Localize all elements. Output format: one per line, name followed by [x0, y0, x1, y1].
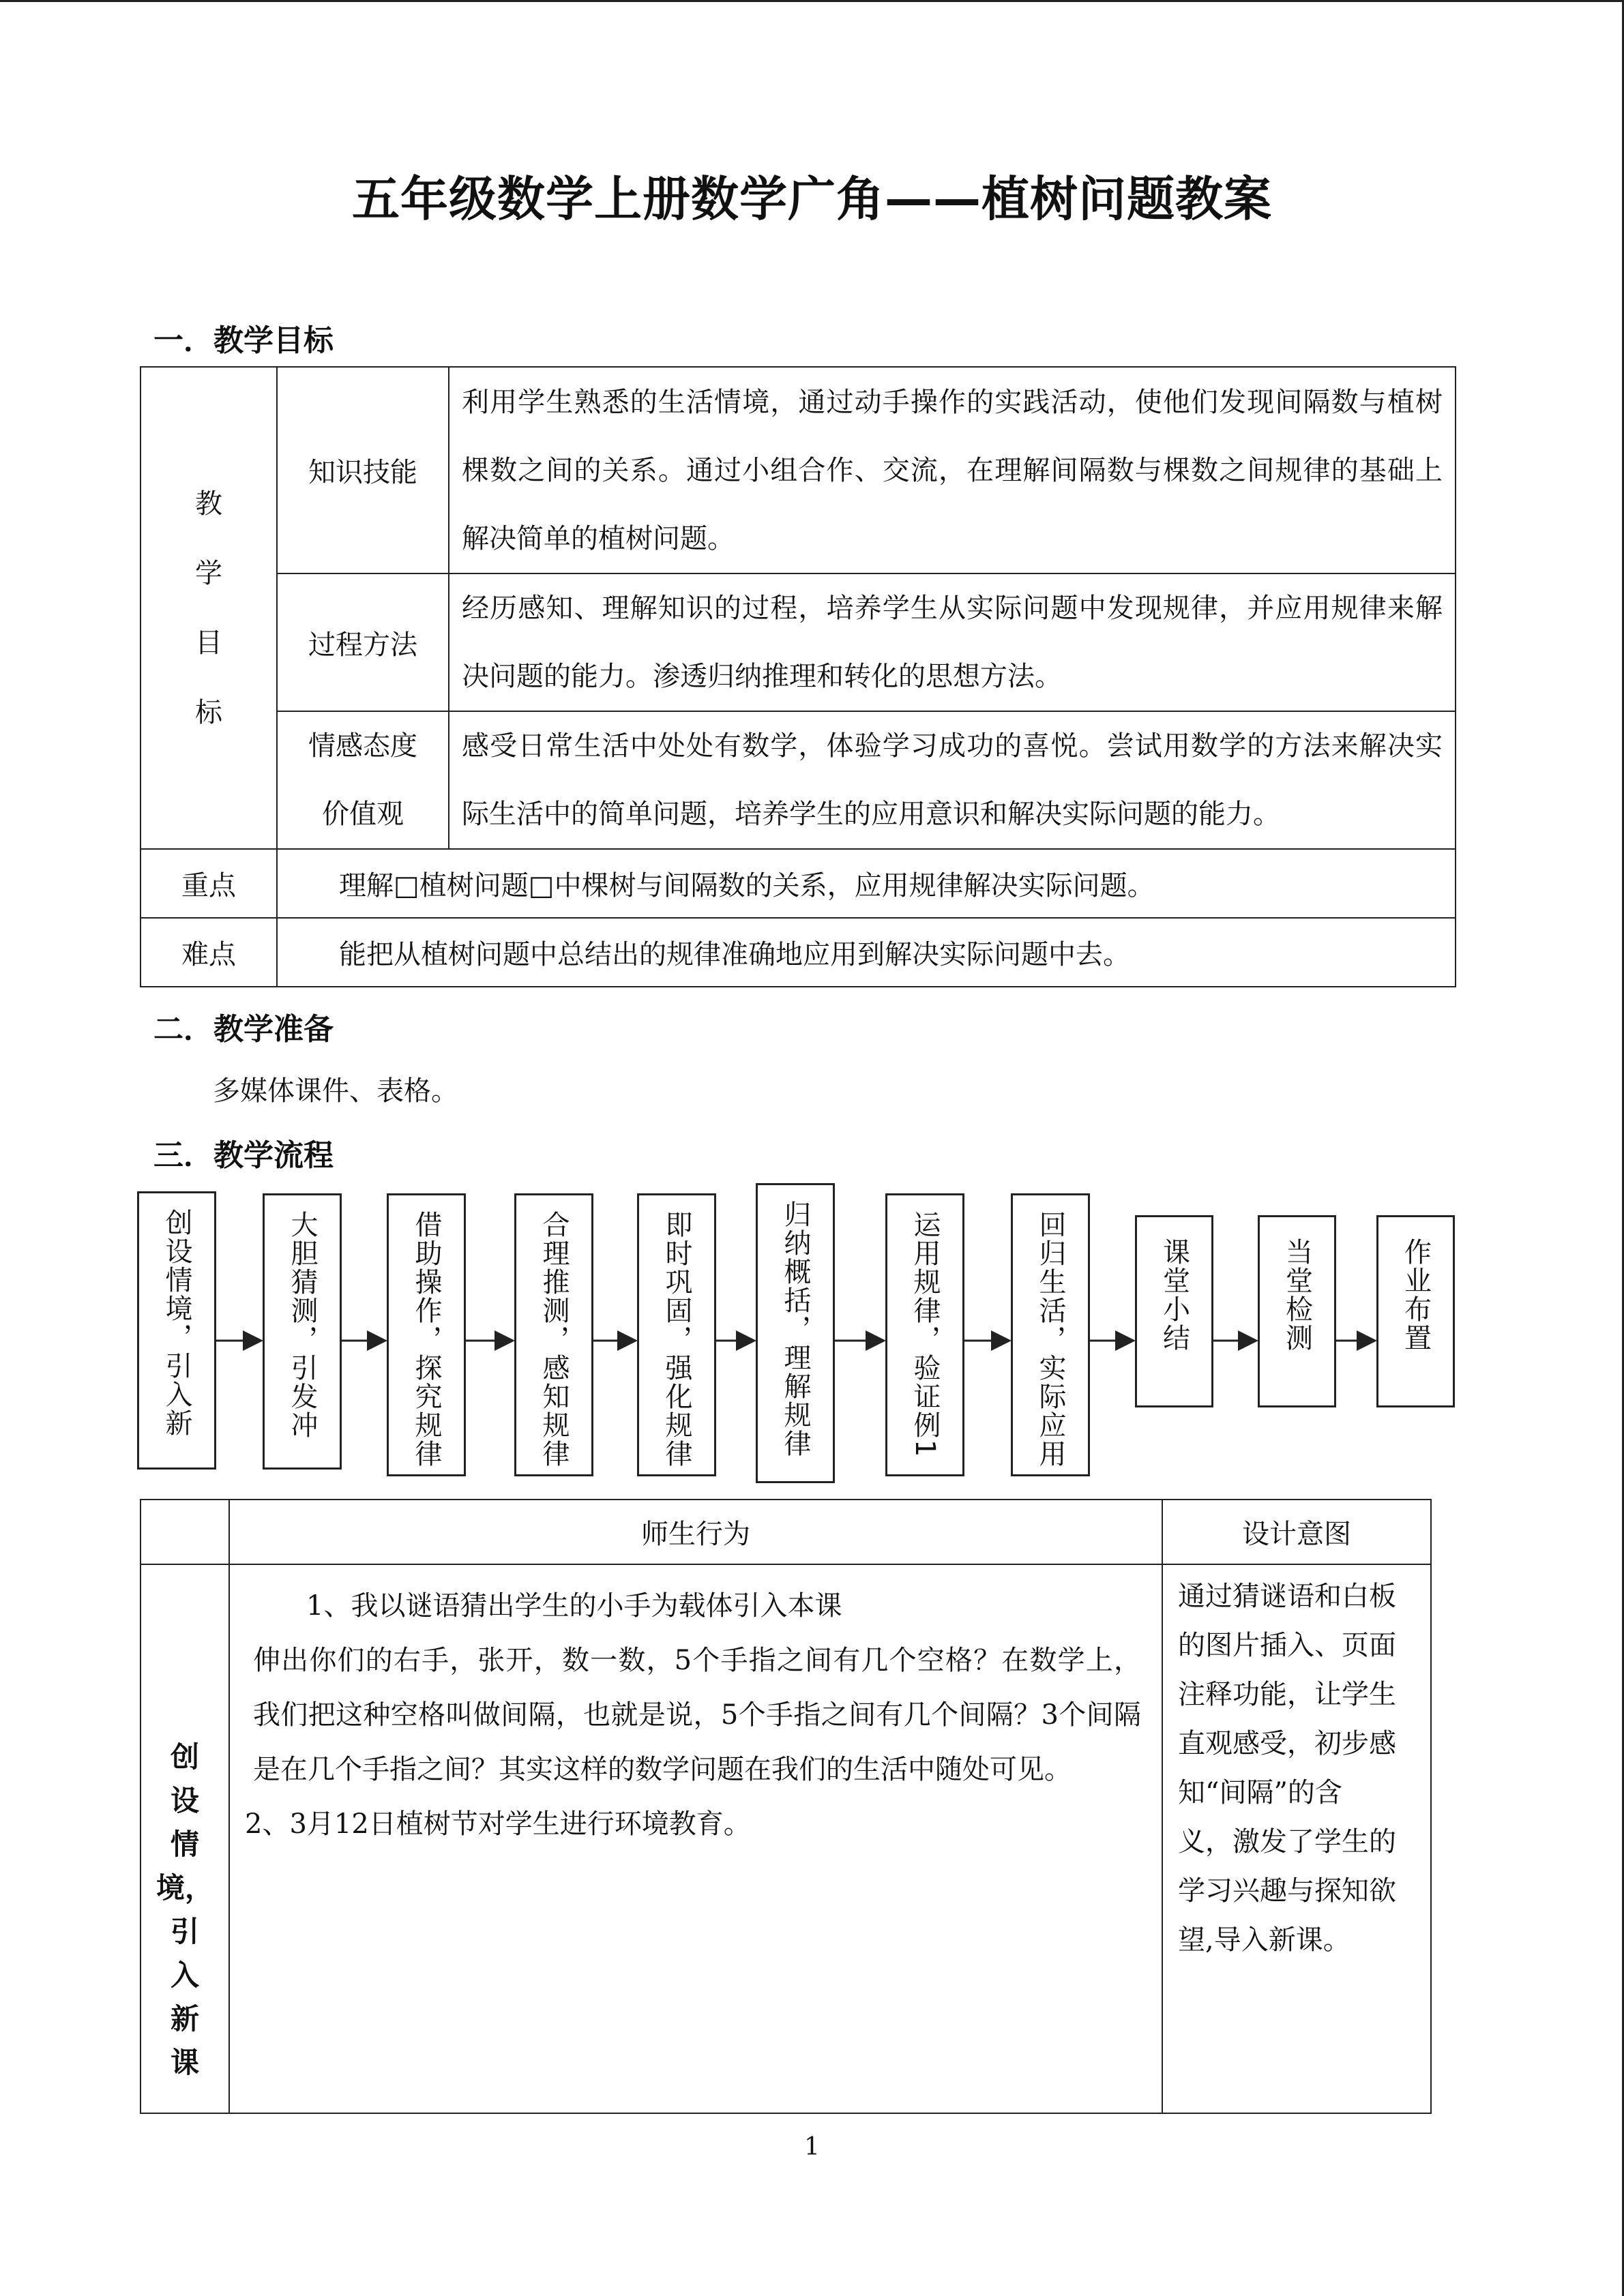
stage-char: 课 — [170, 2046, 199, 2079]
emotion-label-line2: 价值观 — [322, 799, 404, 830]
flow-step-label: 合理推测，感知规律 — [538, 1210, 570, 1468]
label-char: 学 — [195, 557, 222, 589]
process-label: 过程方法 — [277, 573, 449, 711]
design-line: 望,导入新课。 — [1178, 1924, 1350, 1956]
flow-step-label: 运用规律，验证例1 — [909, 1210, 941, 1459]
difficulty-text: 能把从植树问题中总结出的规律准确地应用到解决实际问题中去。 — [277, 918, 1456, 987]
key-point-text: 理解□植树问题□中棵树与间隔数的关系，应用规律解决实际问题。 — [277, 849, 1456, 918]
flow-step-label: 当堂检测 — [1281, 1238, 1313, 1352]
stage-char: 情 — [170, 1828, 199, 1861]
header-blank-cell — [141, 1500, 229, 1564]
emotion-text: 感受日常生活中处处有数学，体验学习成功的喜悦。尝试用数学的方法来解决实际生活中的简单问题，培养学生的应用意识和解决实际问题的能力。 — [449, 711, 1456, 849]
section-heading-flow: 三．教学流程 — [153, 1138, 334, 1173]
design-cell — [1162, 1564, 1431, 2113]
flow-step-label: 即时巩固，强化规律 — [661, 1210, 692, 1468]
flow-step-label: 归纳概括，理解规律 — [780, 1200, 811, 1458]
section-heading-objectives: 一．教学目标 — [153, 323, 334, 358]
stage-char: 创 — [170, 1740, 199, 1774]
emotion-label-line1: 情感态度 — [308, 730, 417, 762]
design-line: 知“间隔”的含 — [1178, 1777, 1342, 1808]
key-point-label: 重点 — [141, 849, 277, 918]
stage-char: 入 — [170, 1958, 199, 1992]
knowledge-text: 利用学生熟悉的生活情境，通过动手操作的实践活动，使他们发现间隔数与植树棵数之间的关系。通过小组合作、交流，在理解间隔数与棵数之间规律的基础上解决简单的植树问题。 — [449, 367, 1456, 573]
label-char: 标 — [195, 696, 222, 728]
activity-cell — [229, 1564, 1162, 2113]
document-title: 五年级数学上册数学广角——植树问题教案 — [352, 171, 1272, 227]
header-design: 设计意图 — [1162, 1500, 1431, 1564]
label-char: 教 — [195, 488, 222, 520]
stage-char: 新 — [170, 2002, 199, 2036]
design-line: 的图片插入、页面 — [1178, 1630, 1396, 1661]
activity-paragraph-1: 1、我以谜语猜出学生的小手为载体引入本课 — [306, 1590, 842, 1622]
flow-step-label: 借助操作，探究规律 — [411, 1210, 442, 1468]
flow-step-label: 课堂小结 — [1158, 1238, 1190, 1352]
teaching-process-table — [140, 1499, 1432, 2114]
flow-step-label: 回归生活，实际应用 — [1035, 1210, 1066, 1468]
process-text: 经历感知、理解知识的过程，培养学生从实际问题中发现规律，并应用规律来解决问题的能力。渗透归纳推理和转化的思想方法。 — [449, 573, 1456, 711]
activity-paragraph-3: 2、3月12日植树节对学生进行环境教育。 — [245, 1808, 751, 1840]
design-line: 注释功能，让学生 — [1178, 1679, 1396, 1710]
design-line: 直观感受，初步感 — [1178, 1728, 1396, 1759]
header-activity: 师生行为 — [229, 1500, 1162, 1564]
preparation-text: 多媒体课件、表格。 — [213, 1075, 458, 1107]
stage-char: 引 — [170, 1915, 199, 1948]
stage-char: 境， — [156, 1871, 213, 1905]
knowledge-label: 知识技能 — [277, 367, 449, 573]
flow-step-label: 大胆猜测，引发冲 — [286, 1210, 318, 1440]
flow-step-label: 创设情境，引入新 — [161, 1208, 192, 1437]
stage-char: 设 — [170, 1784, 199, 1817]
stage-label — [141, 1564, 229, 2113]
section-heading-preparation: 二．教学准备 — [153, 1012, 334, 1047]
label-char: 目 — [195, 627, 222, 659]
flow-step-label: 作业布置 — [1400, 1238, 1432, 1352]
activity-paragraph-2: 伸出你们的右手，张开，数一数，5个手指之间有几个空格？在数学上，我们把这种空格叫做间隔，也就是说，5个手指之间有几个间隔？3个间隔是在几个手指之间？其实这样的数学问题在我们的生活中随处可见。 — [253, 1645, 1141, 1785]
design-line: 通过猜谜语和白板 — [1178, 1581, 1396, 1612]
design-line: 义，激发了学生的 — [1178, 1826, 1396, 1858]
page-number: 1 — [804, 2133, 820, 2161]
design-line: 学习兴趣与探知欲 — [1178, 1875, 1396, 1907]
difficulty-label: 难点 — [141, 918, 277, 987]
